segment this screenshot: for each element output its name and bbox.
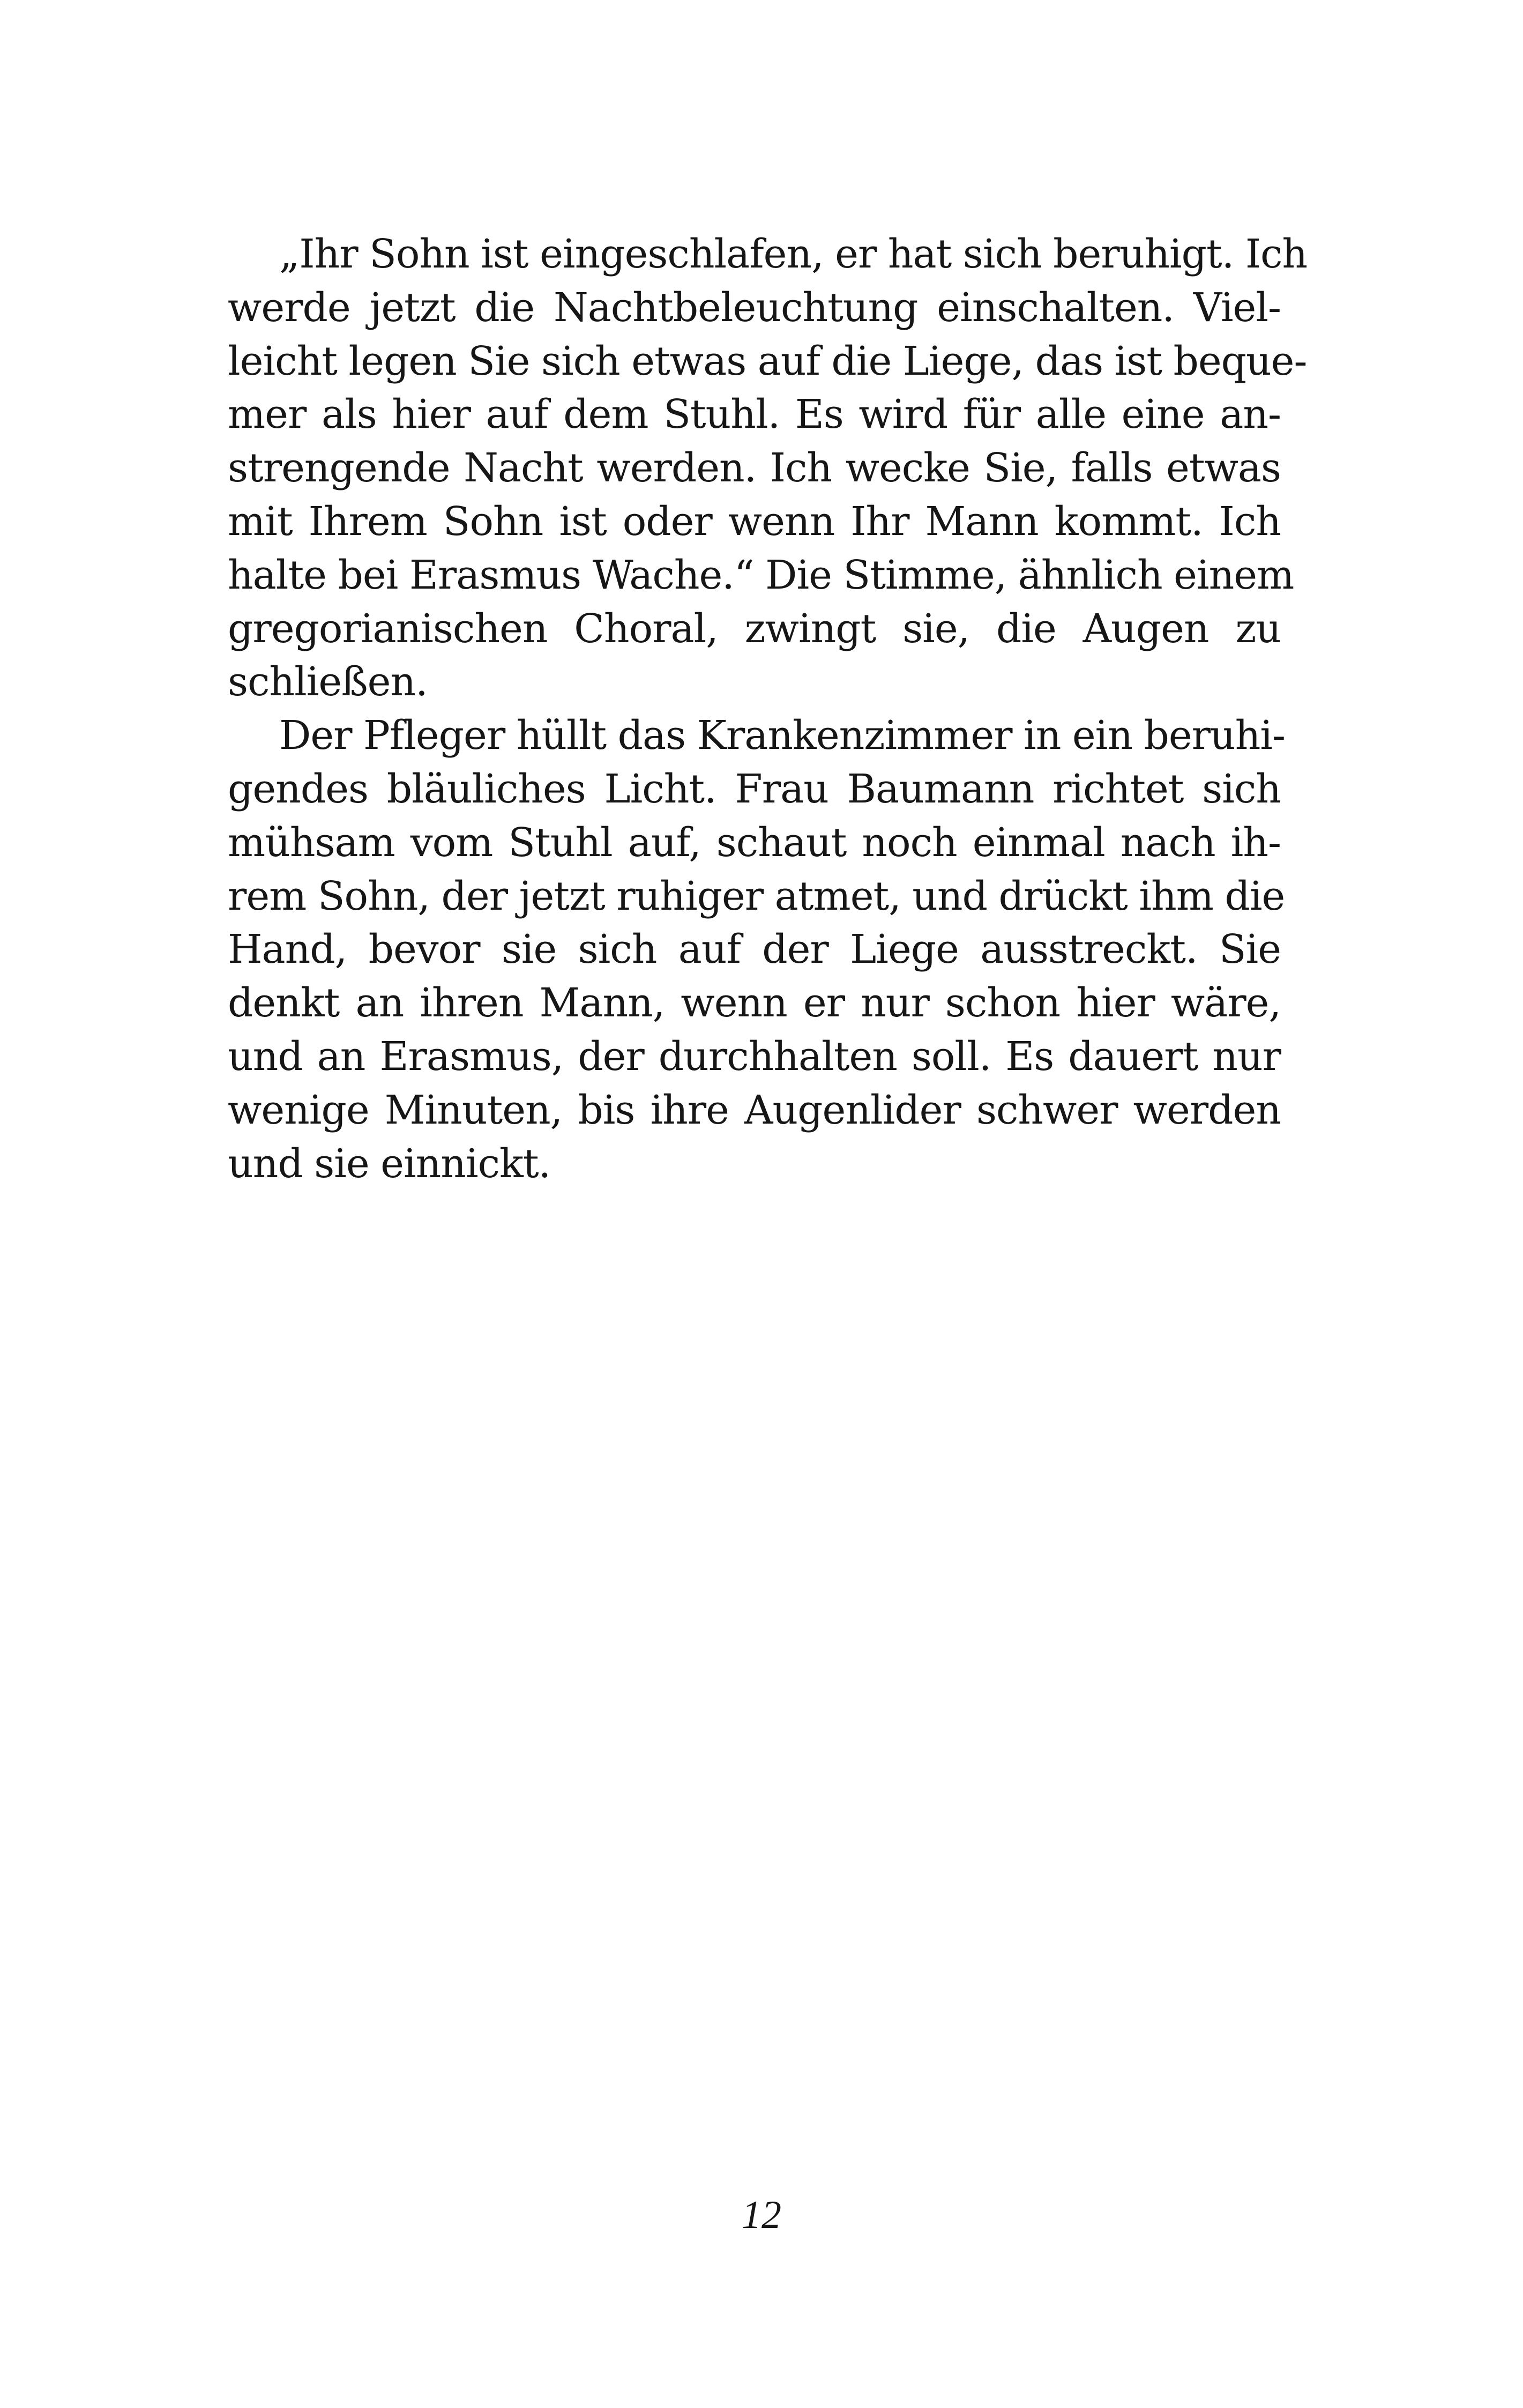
text-line: und sie einnickt. (228, 1140, 551, 1187)
text-line: Hand, bevor sie sich auf der Liege ausstreckt. Sie (228, 926, 1281, 973)
paragraph-2 (228, 709, 1286, 1191)
body-text (228, 228, 1308, 1191)
text-line: mit Ihrem Sohn ist oder wenn Ihr Mann kommt. Ich (228, 498, 1281, 545)
text-line: denkt an ihren Mann, wenn er nur schon hier wäre, (228, 980, 1281, 1027)
text-line: werde jetzt die Nachtbeleuchtung einschalten. Viel- (228, 284, 1281, 331)
text-line: gendes bläuliches Licht. Frau Baumann richtet sich (228, 765, 1281, 812)
page-number: 12 (742, 2193, 781, 2237)
text-line: leicht legen Sie sich etwas auf die Liege, das ist beque- (228, 338, 1307, 384)
text-line: schließen. (228, 659, 428, 705)
text-line: wenige Minuten, bis ihre Augenlider schwer werden (228, 1087, 1281, 1133)
text-line: strengende Nacht werden. Ich wecke Sie, falls etwas (228, 445, 1281, 492)
text-line: gregorianischen Choral, zwingt sie, die Augen zu (228, 605, 1281, 652)
paragraph-1 (228, 228, 1308, 709)
text-line: mer als hier auf dem Stuhl. Es wird für alle eine an- (228, 391, 1281, 438)
text-line: rem Sohn, der jetzt ruhiger atmet, und drückt ihm die (228, 873, 1285, 919)
text-line: mühsam vom Stuhl auf, schaut noch einmal nach ih- (228, 819, 1281, 866)
text-line: Der Pfleger hüllt das Krankenzimmer in ein beruhi- (279, 712, 1286, 759)
text-line: halte bei Erasmus Wache.“ Die Stimme, ähnlich einem (228, 552, 1294, 598)
text-line: und an Erasmus, der durchhalten soll. Es dauert nur (228, 1033, 1281, 1080)
text-line: „Ihr Sohn ist eingeschlafen, er hat sich beruhigt. Ich (279, 231, 1308, 277)
